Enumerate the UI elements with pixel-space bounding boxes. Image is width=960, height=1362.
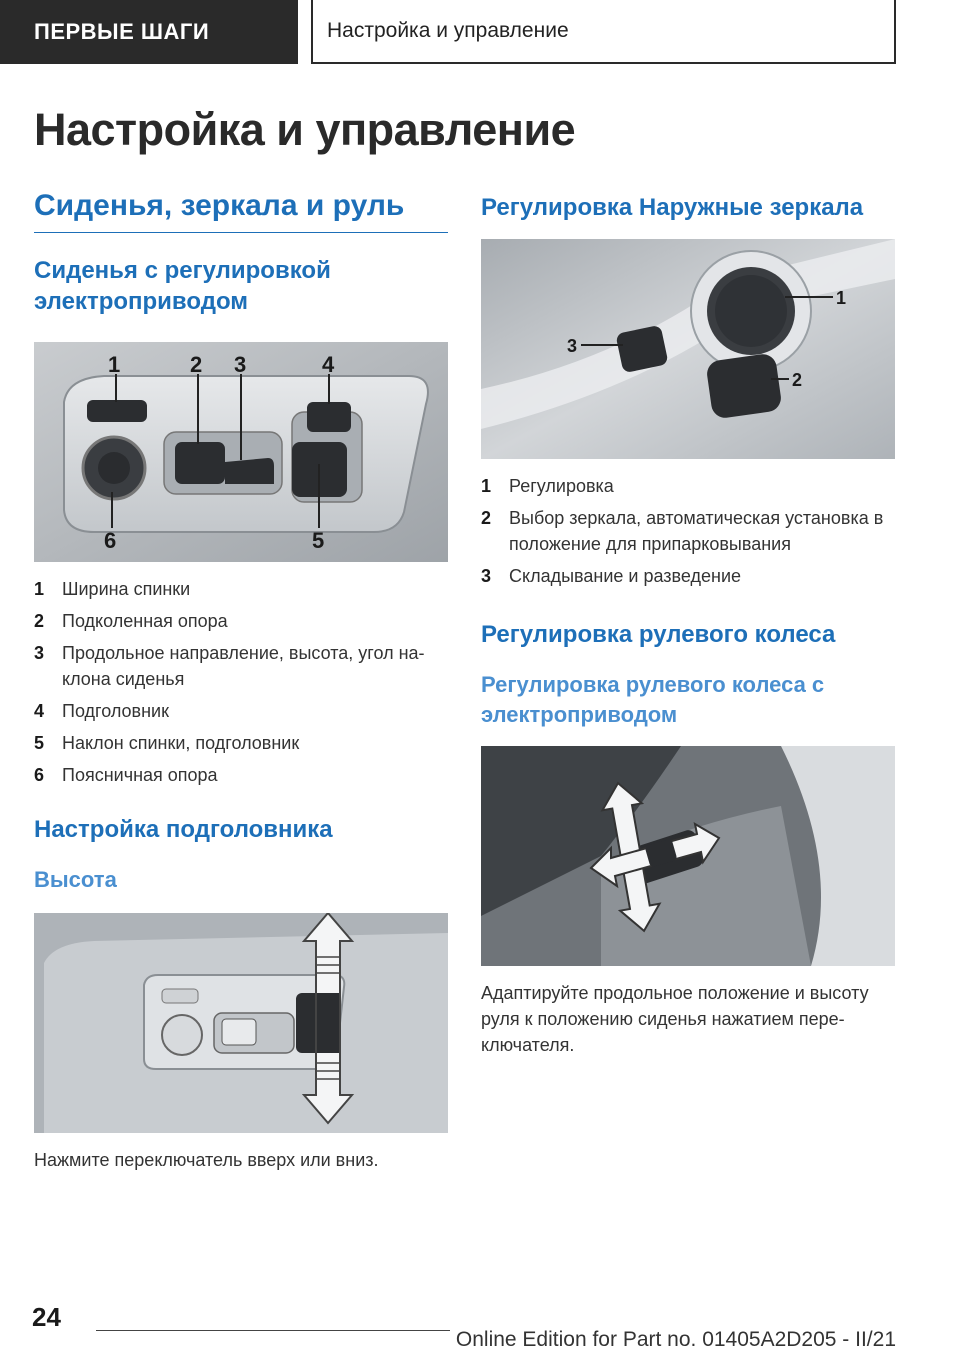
list-item: 3 Продольное направление, высота, угол наклона сиденья <box>34 643 425 689</box>
headrest-height-figure <box>34 913 448 1133</box>
seat-label-3: 3 <box>234 352 247 377</box>
headrest-height-instruction: Нажмите переключатель вверх или вниз. <box>34 1150 379 1170</box>
list-item: 5 Наклон спинки, подголовник <box>34 733 300 753</box>
list-item: 6 Поясничная опора <box>34 765 218 785</box>
page-title: Настройка и управление <box>34 104 576 155</box>
footer-edition: Online Edition for Part no. 01405A2D205 - II/21 <box>450 1328 896 1352</box>
header-section-tab <box>0 0 298 64</box>
header-section-label: ПЕРВЫЕ ШАГИ <box>34 19 210 44</box>
seat-label-2: 2 <box>190 352 203 377</box>
list-item: 1 Ширина спинки <box>34 579 191 599</box>
steering-column-figure <box>481 746 895 966</box>
mirror-label-1: 1 <box>836 288 847 308</box>
left-column <box>34 188 448 1173</box>
right-column <box>481 188 895 1058</box>
mirror-controls-list <box>481 473 895 589</box>
list-item: 4 Подголовник <box>34 701 169 721</box>
seat-label-6: 6 <box>104 528 117 553</box>
header-chapter-label: Настройка и управление <box>327 19 569 42</box>
heading-height: Высота <box>34 867 117 892</box>
header-chapter-tab <box>311 0 896 64</box>
section-heading-seats-mirrors-wheel: Сиденья, зеркала и руль <box>34 188 448 233</box>
seat-label-1: 1 <box>108 352 121 377</box>
heading-headrest-adjustment: Настройка подголовника <box>34 816 333 843</box>
steering-wheel-instruction: Адаптируйте продольное положение и высоту руля к положению сиденья нажатием переключателя. <box>481 983 869 1055</box>
mirror-label-2: 2 <box>792 370 803 390</box>
list-item: 1 Регулировка <box>481 476 614 496</box>
seat-controls-list <box>34 576 448 788</box>
heading-exterior-mirrors: Регулировка Наружные зеркала <box>481 194 864 221</box>
heading-power-steering-wheel: Регулировка рулевого колеса с электроприводом <box>481 672 825 727</box>
mirror-controls-figure <box>481 239 895 459</box>
heading-power-seats: Сиденья с регулировкой электроприводом <box>34 257 331 315</box>
list-item: 2 Подколенная опора <box>34 611 228 631</box>
list-item: 3 Складывание и разведение <box>481 566 742 586</box>
heading-steering-wheel-adjustment: Регулировка рулевого колеса <box>481 621 836 648</box>
list-item: 2 Выбор зеркала, автоматическая установка в положение для припарковывания <box>481 508 884 554</box>
seat-controls-figure <box>34 342 448 562</box>
page-number: 24 <box>32 1302 61 1332</box>
seat-label-5: 5 <box>312 528 325 553</box>
mirror-label-3: 3 <box>567 336 578 356</box>
seat-label-4: 4 <box>322 352 335 377</box>
